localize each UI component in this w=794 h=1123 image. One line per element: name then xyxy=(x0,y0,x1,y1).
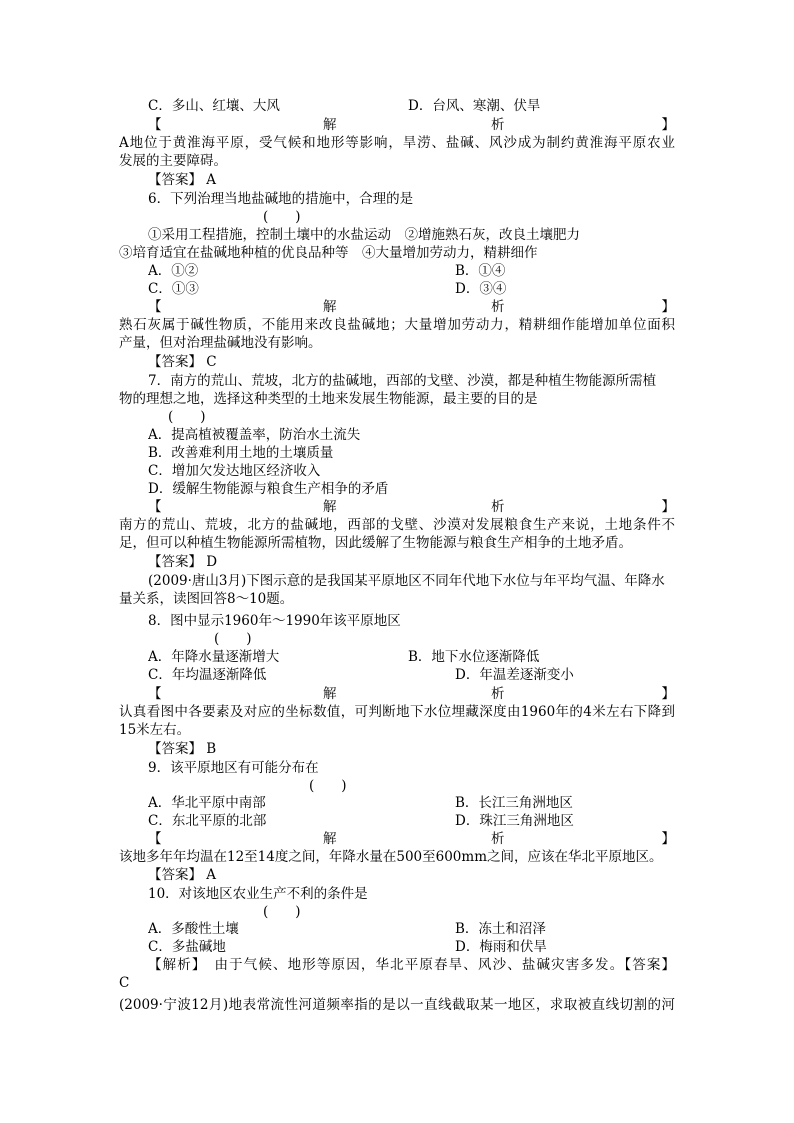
q8-option-d: D．年温差逐渐变小 xyxy=(455,667,574,683)
q6-analysis-line1: 熟石灰属于碱性物质，不能用来改良盐碱地；大量增加劳动力，精耕细作能增加单位面积 xyxy=(119,317,675,333)
q10-option-d: D．梅雨和伏旱 xyxy=(455,939,547,955)
q8-answer: 【答案】 B xyxy=(148,741,217,757)
q9-stem: 9．该平原地区有可能分布在 xyxy=(148,760,319,776)
q8-stem: 8．图中显示1960年～1990年该平原地区 xyxy=(148,613,401,629)
q7-analysis-line2: 足，但可以种植生物能源所需植物，因此缓解了生物能源与粮食生产相争的土地矛盾。 xyxy=(119,535,632,551)
q6-stem: 6．下列治理当地盐碱地的措施中，合理的是 xyxy=(148,191,414,207)
q10-analysis-and-answer: 【解析】 由于气候、地形等原因，华北平原春旱、风沙、盐碱灾害多发。【答案】 xyxy=(148,957,675,973)
q7-stem-line2: 物的理想之地，选择这种类型的土地来发展生物能源，最主要的目的是 xyxy=(119,391,538,407)
q8-option-a: A．年降水量逐渐增大 xyxy=(148,649,280,665)
q10-option-c: C．多盐碱地 xyxy=(148,939,226,955)
next-group-intro-line1: (2009·宁波12月)地表常流性河道频率指的是以一直线截取某一地区，求取被直线切割的河 xyxy=(119,997,675,1013)
q7-option-a: A．提高植被覆盖率，防治水土流失 xyxy=(148,427,361,443)
q7-answer: 【答案】 D xyxy=(148,554,218,570)
q7-option-b: B．改善难利用土地的土壤质量 xyxy=(148,445,334,461)
q8-option-b: B．地下水位逐渐降低 xyxy=(408,649,540,665)
q9-option-b: B．长江三角洲地区 xyxy=(455,795,573,811)
q10-option-a: A．多酸性土壤 xyxy=(148,921,239,937)
q6-analysis-heading: 【 解 析 】 xyxy=(148,299,675,315)
q5-analysis-line2: 发展的主要障碍。 xyxy=(119,153,227,169)
q6-option-c: C．①③ xyxy=(148,281,199,297)
q9-analysis-heading: 【 解 析 】 xyxy=(148,831,675,847)
q8-analysis-heading: 【 解 析 】 xyxy=(148,686,675,702)
q10-stem: 10．对该地区农业生产不利的条件是 xyxy=(148,886,368,902)
q7-analysis-heading: 【 解 析 】 xyxy=(148,499,675,515)
q9-answer: 【答案】 A xyxy=(148,867,217,883)
q8-analysis-line2: 15米左右。 xyxy=(119,722,191,738)
q6-analysis-line2: 产量，但对治理盐碱地没有影响。 xyxy=(119,335,322,351)
q8-answer-blank: ( ) xyxy=(214,631,252,647)
q5-answer: 【答案】 A xyxy=(148,172,217,188)
q7-analysis-line1: 南方的荒山、荒坡，北方的盐碱地，西部的戈壁、沙漠对发展粮食生产来说，土地条件不 xyxy=(119,517,675,533)
q6-line2: ③培育适宜在盐碱地种植的优良品种等 ④大量增加劳动力，精耕细作 xyxy=(119,245,538,261)
q7-option-c: C．增加欠发达地区经济收入 xyxy=(148,463,321,479)
q8-option-c: C．年均温逐渐降低 xyxy=(148,667,267,683)
q7-answer-blank: ( ) xyxy=(168,409,206,425)
q6-line1: ①采用工程措施，控制土壤中的水盐运动 ②增施熟石灰，改良土壤肥力 xyxy=(148,227,580,243)
q6-option-d: D．③④ xyxy=(455,281,507,297)
q6-answer: 【答案】 C xyxy=(148,354,217,370)
q8-analysis-line1: 认真看图中各要素及对应的坐标数值，可判断地下水位埋藏深度由1960年的4米左右下降到 xyxy=(119,704,675,720)
q9-option-a: A．华北平原中南部 xyxy=(148,795,266,811)
q9-analysis-line1: 该地多年年均温在12至14度之间，年降水量在500至600mm之间，应该在华北平原地区。 xyxy=(119,849,663,865)
group-intro-line1: (2009·唐山3月)下图示意的是我国某平原地区不同年代地下水位与年平均气温、年降水 xyxy=(148,573,665,589)
q7-option-d: D．缓解生物能源与粮食生产相争的矛盾 xyxy=(148,481,389,497)
q6-option-b: B．①④ xyxy=(455,263,506,279)
q5-analysis-heading: 【 解 析 】 xyxy=(148,117,675,133)
q5-option-c: C．多山、红壤、大风 xyxy=(148,98,280,114)
q9-answer-blank: ( ) xyxy=(309,778,347,794)
q6-option-a: A．①② xyxy=(148,263,199,279)
q10-option-b: B．冻土和沼泽 xyxy=(455,921,546,937)
q10-answer-blank: ( ) xyxy=(263,904,301,920)
q9-option-c: C．东北平原的北部 xyxy=(148,813,267,829)
q9-option-d: D．珠江三角洲地区 xyxy=(455,813,574,829)
q10-answer-letter: C xyxy=(119,975,130,991)
q5-option-d: D．台风、寒潮、伏旱 xyxy=(408,98,541,114)
q5-analysis-line1: A地位于黄淮海平原，受气候和地形等影响，旱涝、盐碱、风沙成为制约黄淮海平原农业 xyxy=(119,135,675,151)
group-intro-line2: 量关系，读图回答8～10题。 xyxy=(119,591,294,607)
q6-answer-blank: ( ) xyxy=(263,209,301,225)
q7-stem-line1: 7．南方的荒山、荒坡，北方的盐碱地，西部的戈壁、沙漠，都是种植生物能源所需植 xyxy=(148,373,657,389)
